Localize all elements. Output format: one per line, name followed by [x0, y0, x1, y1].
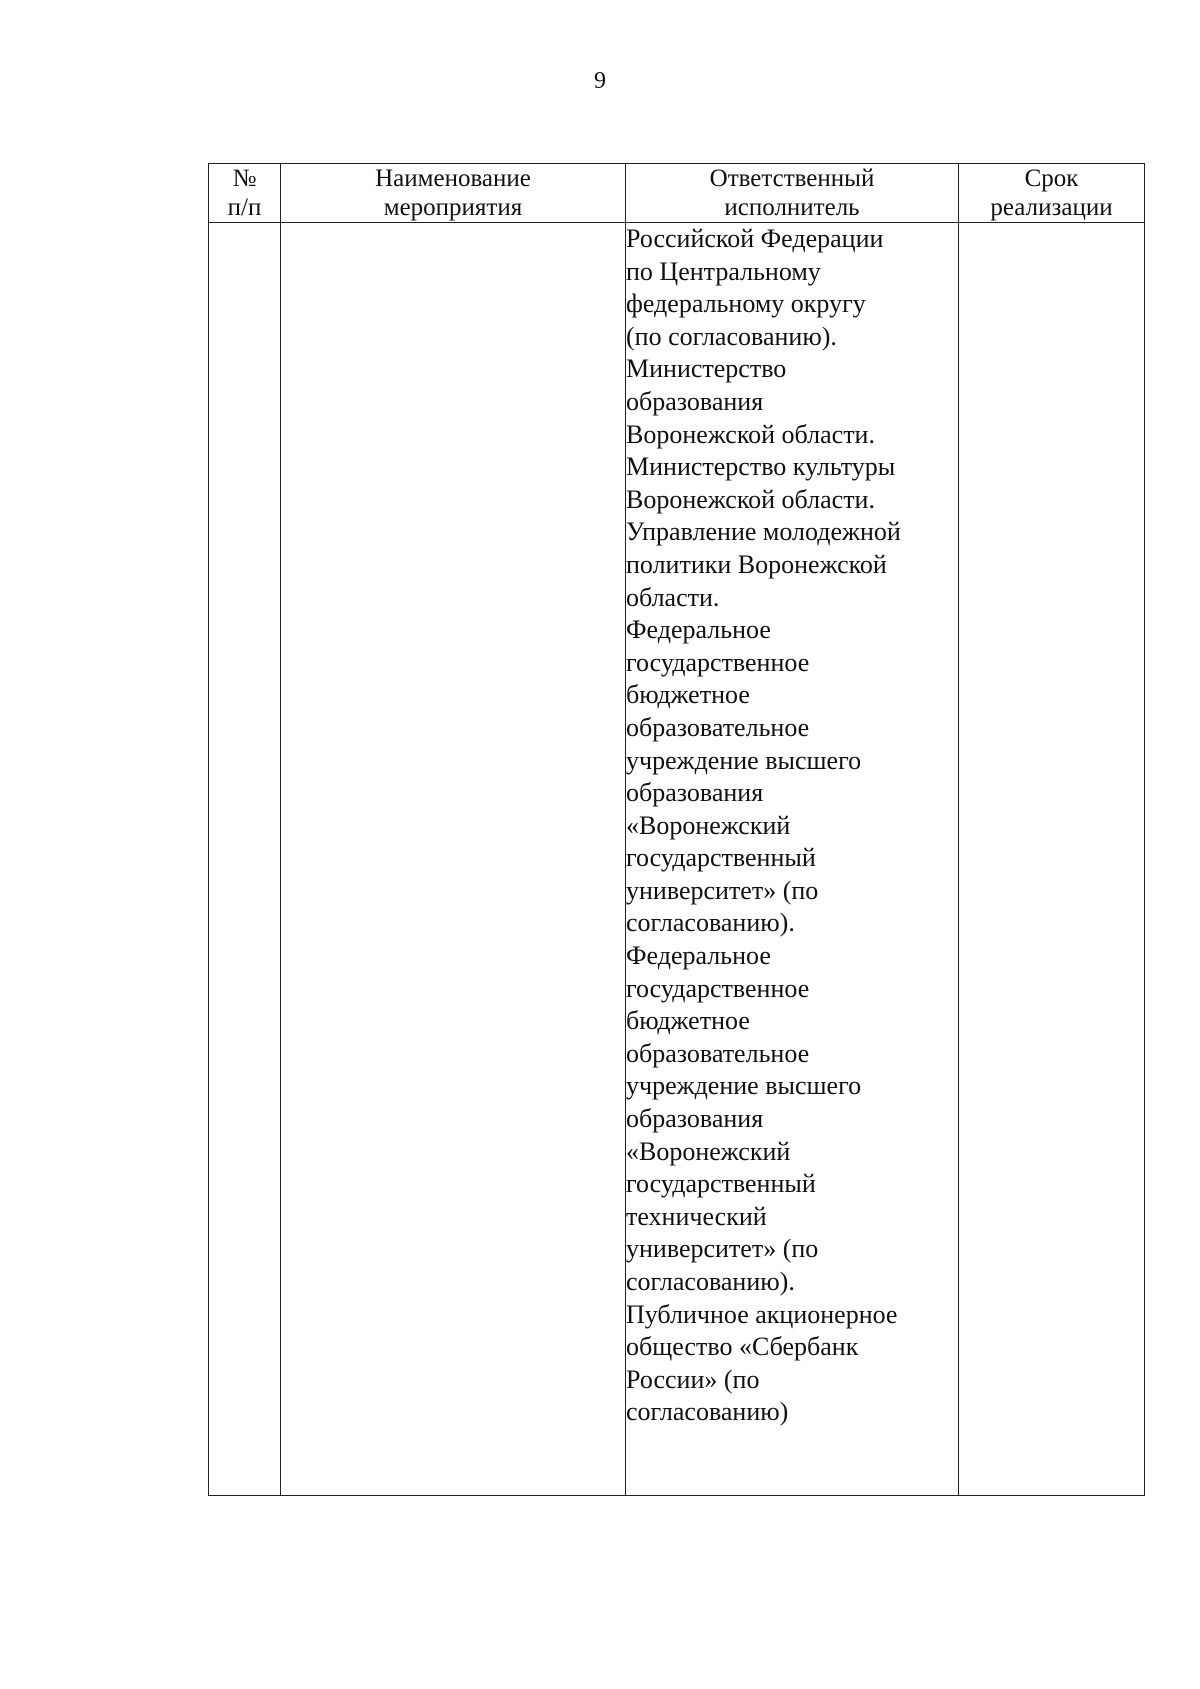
header-num — [209, 164, 281, 223]
executor-line: согласованию) — [626, 1397, 789, 1427]
executor-line: согласованию). — [626, 908, 795, 938]
executor-line: России» (по — [626, 1364, 760, 1394]
header-num-line-1: № — [232, 165, 257, 192]
executor-line: образования — [626, 386, 764, 416]
header-row — [209, 164, 1145, 223]
executor-line: «Воронежский — [626, 1136, 791, 1166]
executor-line: политики Воронежской — [626, 549, 887, 579]
executor-line: области. — [626, 582, 720, 612]
header-executor — [626, 164, 959, 223]
executor-line: бюджетное — [626, 680, 750, 710]
executor-line: государственное — [626, 647, 810, 677]
executor-line: учреждение высшего — [626, 745, 862, 775]
executor-line: Федеральное — [626, 941, 771, 971]
executor-line: федеральному округу — [626, 289, 866, 319]
executor-line: образования — [626, 1104, 764, 1134]
events-table — [208, 163, 1145, 1496]
header-executor-line-2: исполнитель — [724, 194, 860, 221]
executor-line: Федеральное — [626, 615, 771, 645]
page-number: 9 — [594, 68, 606, 94]
executor-line: образования — [626, 778, 764, 808]
executor-line: университет» (по — [626, 875, 819, 905]
executor-line: Воронежской области. — [626, 484, 875, 514]
executor-line: государственный — [626, 843, 816, 873]
header-name-line-1: Наименование — [375, 165, 531, 192]
executor-line: Управление молодежной — [626, 517, 901, 547]
cell-num — [209, 223, 281, 1496]
executor-line: бюджетное — [626, 1006, 750, 1036]
executor-line: Российской Федерации — [626, 224, 884, 253]
cell-executor — [626, 223, 959, 1496]
header-name — [281, 164, 626, 223]
executor-line: технический — [626, 1201, 767, 1231]
executor-line: университет» (по — [626, 1234, 819, 1264]
header-name-line-2: мероприятия — [383, 194, 523, 221]
executor-line: учреждение высшего — [626, 1071, 862, 1101]
executor-line: Министерство — [626, 354, 787, 384]
header-term-line-2: реализации — [990, 194, 1113, 221]
executor-line: образовательное — [626, 712, 810, 742]
executor-line: «Воронежский — [626, 810, 791, 840]
executor-line: Воронежской области. — [626, 419, 875, 449]
cell-term — [959, 223, 1145, 1496]
cell-name — [281, 223, 626, 1496]
executor-line: государственный — [626, 1169, 816, 1199]
executor-line: Министерство культуры — [626, 452, 896, 482]
header-num-line-2: п/п — [227, 194, 262, 221]
header-term — [959, 164, 1145, 223]
executor-line: общество «Сбербанк — [626, 1332, 859, 1362]
header-term-line-1: Срок — [1024, 165, 1079, 192]
executor-line: образовательное — [626, 1038, 810, 1068]
executor-line: (по согласованию). — [626, 321, 837, 351]
table-row — [209, 223, 1145, 1496]
header-executor-line-1: Ответственный — [709, 165, 875, 192]
executor-line: Публичное акционерное — [626, 1299, 898, 1329]
executor-line: государственное — [626, 973, 810, 1003]
executor-line: согласованию). — [626, 1267, 795, 1296]
executor-line: по Центральному — [626, 256, 821, 286]
